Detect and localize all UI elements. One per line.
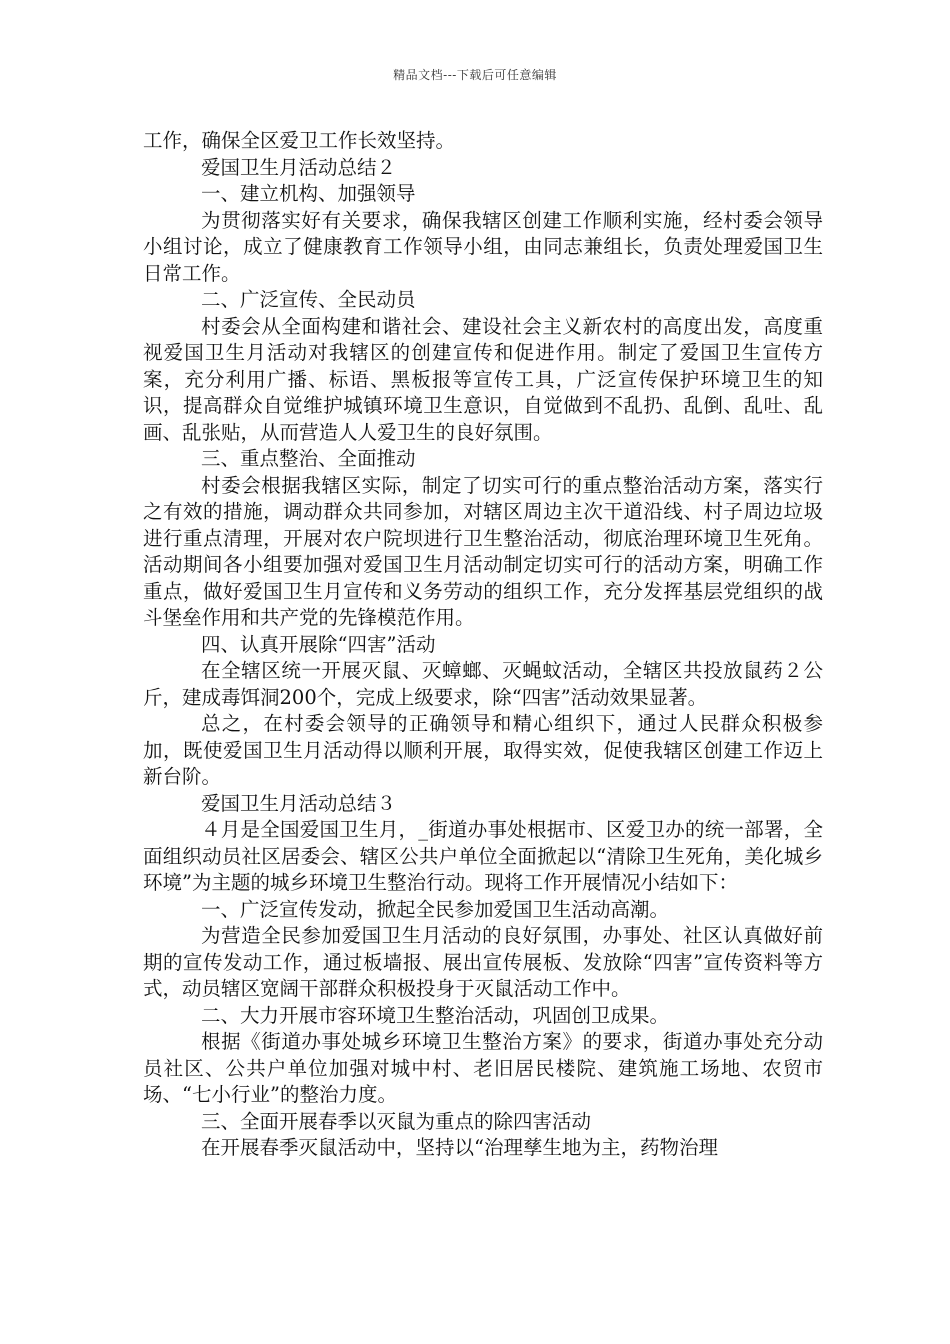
paragraph: 村委会根据我辖区实际，制定了切实可行的重点整治活动方案，落实行之有效的措施，调动群众共同参加，对辖区周边主次干道沿线、村子周边垃圾进行重点清理，开展对农户院坝进行卫生整治活动，彻底治理环境卫生死角。活动期间各小组要加强对爱国卫生月活动制定切实可行的活动方案，明确工作重点，做好爱国卫生月宣传和义务劳动的组织工作，充分发挥基层党组织的战斗堡垒作用和共产党的先锋模范作用。 (143, 473, 823, 629)
paragraph: 爱国卫生月活动总结２ (201, 155, 397, 179)
paragraph: 三、全面开展春季以灭鼠为重点的除四害活动 (201, 1109, 592, 1133)
paragraph: 爱国卫生月活动总结３ (201, 791, 397, 815)
paragraph: 二、广泛宣传、全民动员 (201, 288, 416, 311)
paragraph: ４月是全国爱国卫生月，_街道办事处根据市、区爱卫办的统一部署，全面组织动员社区居委会、辖区公共户单位全面掀起以“清除卫生死角，美化城乡环境”为主题的城乡环境卫生整治行动。现将工作开展情况小结如下： (143, 818, 823, 894)
paragraph: 一、建立机构、加强领导 (201, 182, 416, 205)
paragraph: 一、广泛宣传发动，掀起全民参加爱国卫生活动高潮。 (201, 897, 670, 921)
paragraph: 为贯彻落实好有关要求，确保我辖区创建工作顺利实施，经村委会领导小组讨论，成立了健康教育工作领导小组，由同志兼组长，负责处理爱国卫生日常工作。 (143, 208, 823, 285)
paragraph: 四、认真开展除“四害”活动 (201, 632, 436, 656)
paragraph: 总之，在村委会领导的正确领导和精心组织下，通过人民群众积极参加，既使爱国卫生月活动得以顺利开展，取得实效，促使我辖区创建工作迈上新台阶。 (143, 712, 823, 788)
document-body (143, 128, 823, 1162)
paragraph: 在开展春季灭鼠活动中，坚持以“治理孳生地为主，药物治理 (201, 1136, 718, 1159)
paragraph: 根据《街道办事处城乡环境卫生整治方案》的要求，街道办事处充分动员社区、公共户单位加强对城中村、老旧居民楼院、建筑施工场地、农贸市场、“七小行业”的整治力度。 (143, 1030, 823, 1106)
paragraph: 在全辖区统一开展灭鼠、灭蟑螂、灭蝇蚊活动，全辖区共投放鼠药２公斤，建成毒饵洞200个，完成上级要求，除“四害”活动效果显著。 (143, 659, 823, 709)
page-header: 精品文档---下载后可任意编辑 (393, 68, 557, 82)
paragraph: 工作，确保全区爱卫工作长效坚持。 (143, 129, 456, 152)
paragraph: 为营造全民参加爱国卫生月活动的良好氛围，办事处、社区认真做好前期的宣传发动工作，通过板墙报、展出宣传展板、发放除“四害”宣传资料等方式，动员辖区宽阔干部群众积极投身于灭鼠活动工作中。 (143, 924, 823, 1000)
paragraph: 三、重点整治、全面推动 (201, 447, 416, 470)
paragraph: 二、大力开展市容环境卫生整治活动，巩固创卫成果。 (201, 1003, 670, 1027)
paragraph: 村委会从全面构建和谐社会、建设社会主义新农村的高度出发，高度重视爱国卫生月活动对我辖区的创建宣传和促进作用。制定了爱国卫生宣传方案，充分利用广播、标语、黑板报等宣传工具，广泛宣传保护环境卫生的知识，提高群众自觉维护城镇环境卫生意识，自觉做到不乱扔、乱倒、乱吐、乱画、乱张贴，从而营造人人爱卫生的良好氛围。 (143, 314, 823, 444)
